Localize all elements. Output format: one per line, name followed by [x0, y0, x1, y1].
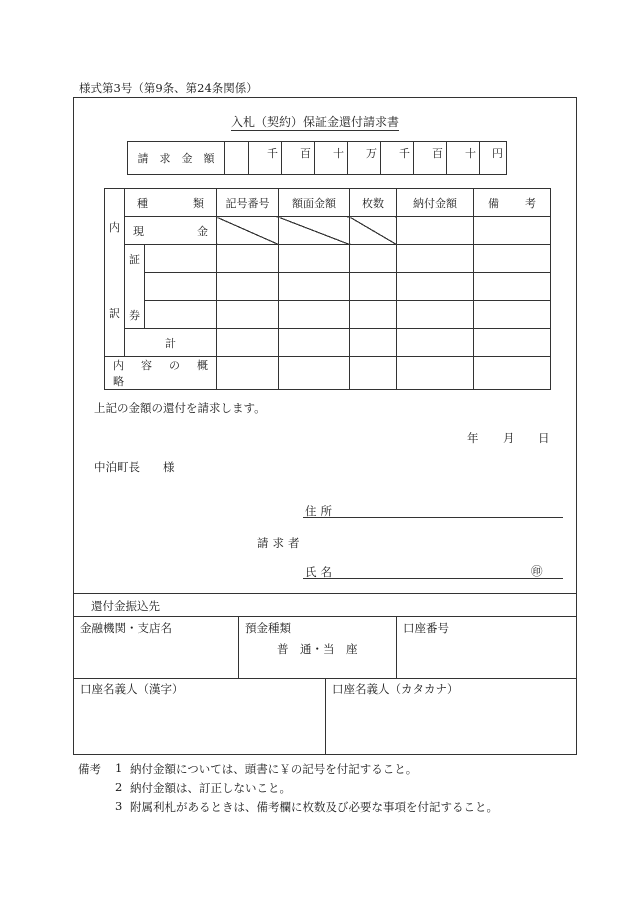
securities-payment-cell[interactable]: [397, 273, 474, 301]
cash-remarks-cell[interactable]: [474, 217, 551, 245]
header-face-value: 額面金額: [279, 189, 350, 217]
note-text: 附属利札があるときは、備考欄に枚数及び必要な事項を付記すること。: [130, 800, 498, 814]
account-type-value[interactable]: 普 通・当 座: [277, 642, 358, 656]
holder-kanji-label: 口座名義人（漢字）: [80, 682, 184, 696]
bank-col-divider-1: [238, 616, 239, 678]
amount-table: [127, 141, 507, 175]
note-text: 納付金額は、訂正しないこと。: [130, 781, 291, 795]
securities-remarks-cell[interactable]: [474, 301, 551, 329]
header-count: 枚数: [350, 189, 397, 217]
seal-mark: ㊞: [531, 564, 543, 578]
date-month: 月: [503, 431, 515, 445]
summary-payment-cell[interactable]: [397, 357, 474, 390]
address-line[interactable]: [303, 517, 563, 518]
header-remarks: 備 考: [474, 189, 551, 217]
summary-count-cell[interactable]: [350, 357, 397, 390]
summary-symbol-cell[interactable]: [217, 357, 279, 390]
total-symbol-cell[interactable]: [217, 329, 279, 357]
securities-face-cell[interactable]: [279, 301, 350, 329]
account-type-label: 預金種類: [245, 621, 291, 635]
amount-unit[interactable]: 十: [447, 142, 480, 175]
securities-remarks-cell[interactable]: [474, 245, 551, 273]
name-label: 氏名: [305, 565, 336, 579]
securities-label-top: 証: [129, 253, 140, 266]
summary-face-cell[interactable]: [279, 357, 350, 390]
note-number: 3: [115, 799, 123, 813]
amount-digit-blank[interactable]: [225, 142, 249, 175]
amount-unit[interactable]: 千: [249, 142, 282, 175]
securities-label-bottom: 券: [129, 309, 140, 322]
total-count-cell[interactable]: [350, 329, 397, 357]
securities-count-cell[interactable]: [350, 301, 397, 329]
securities-payment-cell[interactable]: [397, 301, 474, 329]
side-label-top: 内: [109, 221, 120, 234]
amount-unit[interactable]: 百: [282, 142, 315, 175]
summary-label: 内 容 の 概 略: [105, 357, 217, 390]
note-number: 1: [115, 761, 123, 775]
securities-type-cell[interactable]: [145, 245, 217, 273]
note-number: 2: [115, 780, 123, 794]
securities-type-cell[interactable]: [145, 273, 217, 301]
bank-col-divider-2: [396, 616, 397, 678]
amount-unit[interactable]: 円: [480, 142, 507, 175]
total-face-cell[interactable]: [279, 329, 350, 357]
amount-label: 請 求 金 額: [128, 142, 225, 175]
account-number-label: 口座番号: [403, 621, 449, 635]
total-label: 計: [125, 329, 217, 357]
securities-face-cell[interactable]: [279, 245, 350, 273]
holder-kana-label: 口座名義人（カタカナ）: [332, 682, 459, 696]
side-label-bottom: 訳: [109, 307, 120, 320]
securities-type-cell[interactable]: [145, 301, 217, 329]
cash-symbol-cell: [217, 217, 279, 245]
bank-section-divider: [73, 593, 577, 594]
cash-payment-cell[interactable]: [397, 217, 474, 245]
summary-remarks-cell[interactable]: [474, 357, 551, 390]
securities-symbol-cell[interactable]: [217, 273, 279, 301]
securities-label: [125, 245, 145, 329]
bank-section-label: 還付金振込先: [91, 599, 160, 613]
amount-unit[interactable]: 十: [315, 142, 348, 175]
breakdown-side-label: [105, 189, 125, 357]
securities-payment-cell[interactable]: [397, 245, 474, 273]
securities-remarks-cell[interactable]: [474, 273, 551, 301]
address-label: 住所: [305, 504, 336, 518]
total-payment-cell[interactable]: [397, 329, 474, 357]
addressee: 中泊町長 様: [94, 460, 175, 474]
date-day: 日: [538, 431, 550, 445]
note-text: 納付金額については、頭書に￥の記号を付記すること。: [130, 762, 418, 776]
securities-count-cell[interactable]: [350, 245, 397, 273]
securities-face-cell[interactable]: [279, 273, 350, 301]
amount-unit[interactable]: 千: [381, 142, 414, 175]
date-year: 年: [467, 431, 479, 445]
header-symbol-number: 記号番号: [217, 189, 279, 217]
securities-symbol-cell[interactable]: [217, 245, 279, 273]
name-line[interactable]: [303, 578, 563, 579]
cash-count-cell: [350, 217, 397, 245]
bank-row-divider-1: [73, 616, 577, 617]
securities-count-cell[interactable]: [350, 273, 397, 301]
header-payment-amount: 納付金額: [397, 189, 474, 217]
requester-label: 請求者: [257, 536, 304, 550]
amount-unit[interactable]: 百: [414, 142, 447, 175]
institution-label: 金融機関・支店名: [80, 621, 172, 635]
breakdown-table: [104, 188, 551, 390]
request-text: 上記の金額の還付を請求します。: [94, 401, 266, 415]
amount-unit[interactable]: 万: [348, 142, 381, 175]
securities-symbol-cell[interactable]: [217, 301, 279, 329]
cash-face-value-cell: [279, 217, 350, 245]
bank-col-divider-3: [325, 678, 326, 755]
form-id: 様式第3号（第9条、第24条関係）: [79, 81, 258, 95]
form-title: 入札（契約）保証金還付請求書: [230, 115, 399, 129]
header-type: 種 類: [125, 189, 217, 217]
total-remarks-cell[interactable]: [474, 329, 551, 357]
cash-label: 現 金: [125, 217, 217, 245]
notes-header: 備考: [78, 762, 101, 776]
